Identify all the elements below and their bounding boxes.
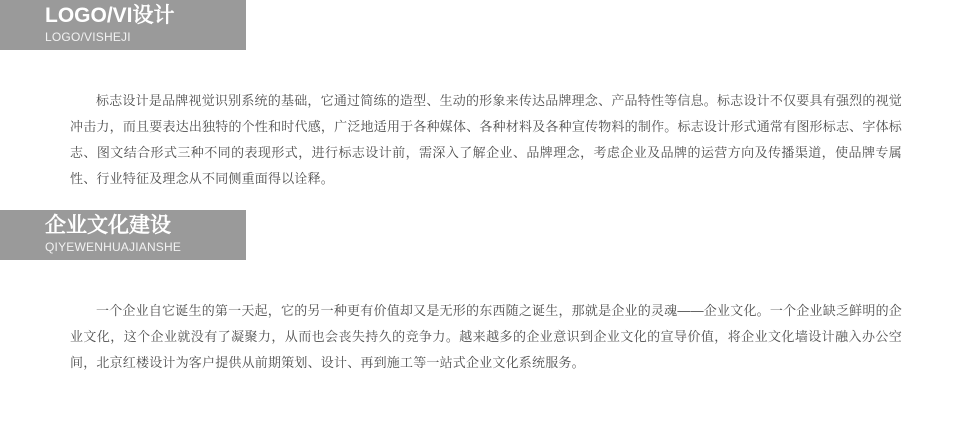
section-banner-logo-vi [0,0,246,50]
section-title-logo-vi: LOGO/VI设计 [45,4,175,28]
section-subtitle-logo-vi: LOGO/VISHEJI [45,29,131,44]
section-banner-corporate-culture [0,210,246,260]
section-paragraph-logo-vi: 标志设计是品牌视觉识别系统的基础，它通过简练的造型、生动的形象来传达品牌理念、产品特性等信息。标志设计不仅要具有强烈的视觉冲击力，而且要表达出独特的个性和时代感，广泛地适用于各种媒体、各种材料及各种宣传物料的制作。标志设计形式通常有图形标志、字体标志、图文结合形式三种不同的表现形式，进行标志设计前，需深入了解企业、品牌理念，考虑企业及品牌的运营方向及传播渠道，使品牌专属性、行业特征及理念从不同侧重面得以诠释。 [70,93,902,186]
section-paragraph-corporate-culture: 一个企业自它诞生的第一天起，它的另一种更有价值却又是无形的东西随之诞生，那就是企业的灵魂——企业文化。一个企业缺乏鲜明的企业文化，这个企业就没有了凝聚力，从而也会丧失持久的竞争力。越来越多的企业意识到企业文化的宣导价值，将企业文化墙设计融入办公空间，北京红楼设计为客户提供从前期策划、设计、再到施工等一站式企业文化系统服务。 [70,303,902,370]
section-subtitle-corporate-culture: QIYEWENHUAJIANSHE [45,239,182,254]
section-title-corporate-culture: 企业文化建设 [45,214,171,238]
